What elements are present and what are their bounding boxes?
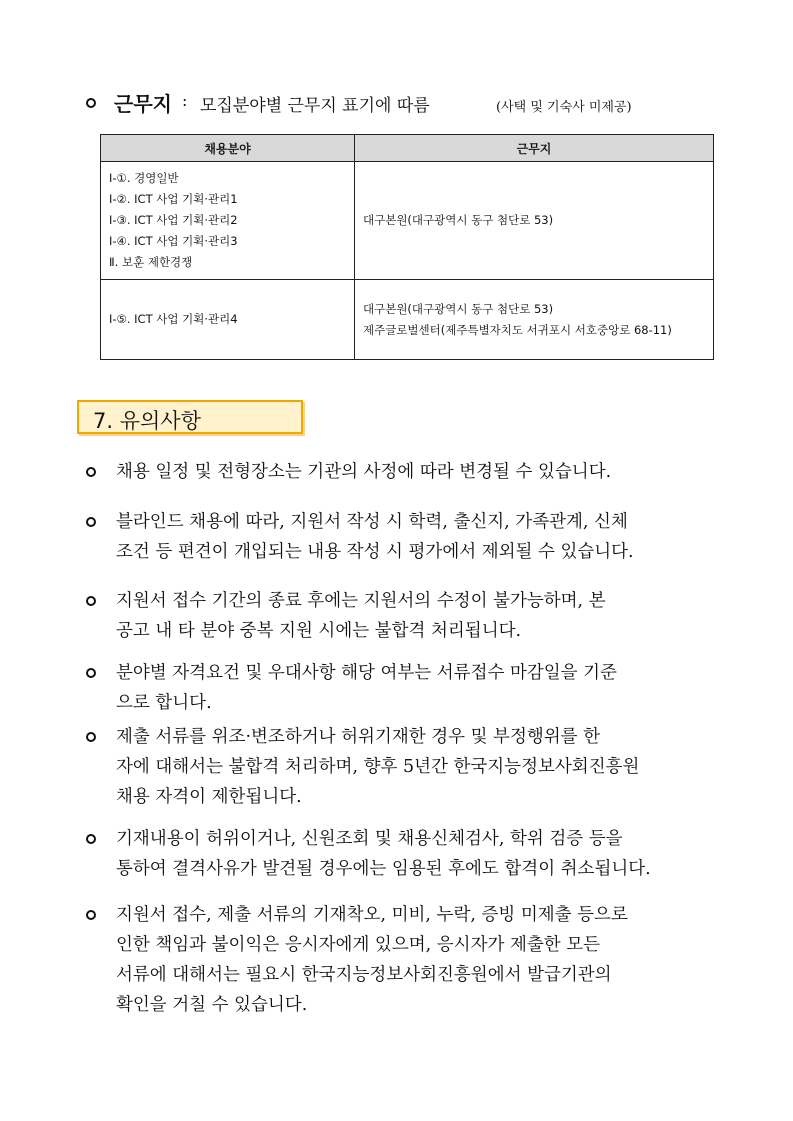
workplace-note: (사택 및 기숙사 미제공) xyxy=(496,100,632,115)
circle-bullet-icon xyxy=(86,517,96,527)
notice-line: 채용 일정 및 전형장소는 기관의 사정에 따라 변경될 수 있습니다. xyxy=(116,462,612,482)
location-item: 대구본원(대구광역시 동구 첨단로 53) xyxy=(363,301,554,316)
notice-line: 공고 내 타 분야 중복 지원 시에는 불합격 처리됩니다. xyxy=(116,621,522,641)
location-cell xyxy=(355,280,714,360)
circle-bullet-icon xyxy=(86,910,96,920)
location-item: 제주글로벌센터(제주특별자치도 서귀포시 서호중앙로 68-11) xyxy=(363,322,672,337)
circle-bullet-icon xyxy=(86,596,96,606)
table-row xyxy=(101,162,714,280)
header-location: 근무지 xyxy=(355,135,714,162)
notice-line: 통하여 결격사유가 발견될 경우에는 임용된 후에도 합격이 취소됩니다. xyxy=(116,859,651,879)
workplace-table xyxy=(100,134,714,360)
notice-line: 분야별 자격요건 및 우대사항 해당 여부는 서류접수 마감일을 기준 xyxy=(116,663,617,683)
field-cell xyxy=(101,280,355,360)
field-item: Ⅰ-③. ICT 사업 기획·관리2 xyxy=(109,213,238,227)
workplace-title: 근무지 xyxy=(114,92,172,116)
notice-line: 서류에 대해서는 필요시 한국지능정보사회진흥원에서 발급기관의 xyxy=(116,965,612,985)
section-title: 7. 유의사항 xyxy=(93,409,201,433)
notice-line: 확인을 거칠 수 있습니다. xyxy=(116,995,308,1015)
workplace-description: 모집분야별 근무지 표기에 따름 xyxy=(200,96,430,116)
field-item: Ⅰ-④. ICT 사업 기획·관리3 xyxy=(109,234,238,248)
notice-line: 인한 책임과 불이익은 응시자에게 있으며, 응시자가 제출한 모든 xyxy=(116,935,601,955)
circle-bullet-icon xyxy=(86,834,96,844)
table-row xyxy=(101,280,714,360)
header-field: 채용분야 xyxy=(101,135,355,162)
notice-line: 채용 자격이 제한됩니다. xyxy=(116,787,302,807)
circle-bullet-icon xyxy=(86,467,96,477)
location-cell xyxy=(355,162,714,280)
field-item: Ⅰ-①. 경영일반 xyxy=(109,171,179,185)
field-item: Ⅰ-②. ICT 사업 기획·관리1 xyxy=(109,192,238,206)
notice-line: 으로 합니다. xyxy=(116,693,212,713)
table-header-row xyxy=(101,135,714,162)
notice-line: 지원서 접수 기간의 종료 후에는 지원서의 수정이 불가능하며, 본 xyxy=(116,591,606,611)
notice-line: 블라인드 채용에 따라, 지원서 작성 시 학력, 출신지, 가족관계, 신체 xyxy=(116,512,628,532)
field-cell xyxy=(101,162,355,280)
notice-line: 조건 등 편견이 개입되는 내용 작성 시 평가에서 제외될 수 있습니다. xyxy=(116,542,634,562)
notice-line: 지원서 접수, 제출 서류의 기재착오, 미비, 누락, 증빙 미제출 등으로 xyxy=(116,905,628,925)
section-header xyxy=(77,400,303,434)
circle-bullet-icon xyxy=(86,668,96,678)
circle-bullet-icon xyxy=(86,98,96,108)
field-item: Ⅰ-⑤. ICT 사업 기획·관리4 xyxy=(109,312,238,326)
notice-line: 자에 대해서는 불합격 처리하며, 향후 5년간 한국지능정보사회진흥원 xyxy=(116,757,640,777)
notice-line: 제출 서류를 위조·변조하거나 허위기재한 경우 및 부정행위를 한 xyxy=(116,727,601,747)
circle-bullet-icon xyxy=(86,732,96,742)
notice-line: 기재내용이 허위이거나, 신원조회 및 채용신체검사, 학위 검증 등을 xyxy=(116,829,623,849)
field-item: Ⅱ. 보훈 제한경쟁 xyxy=(109,255,193,269)
workplace-colon: : xyxy=(182,91,188,110)
location-item: 대구본원(대구광역시 동구 첨단로 53) xyxy=(363,213,554,227)
